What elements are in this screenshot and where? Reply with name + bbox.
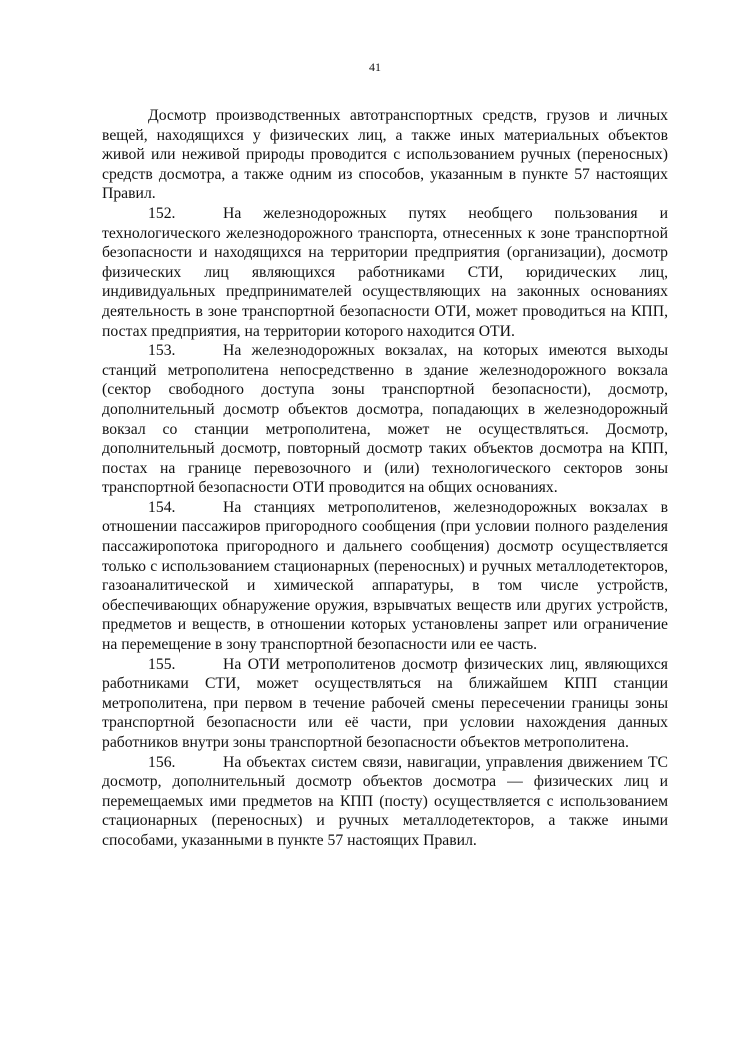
paragraph-text: Досмотр производственных автотранспортных средств, грузов и личных вещей, находящихся у физических лиц, а также иных материальных объектов живой или неживой природы проводится с использованием ручных (переносных) средств досмотра, а также одним из способов, указанным в пункте 57 настоящих Правил.	[102, 107, 668, 203]
paragraph-152	[102, 204, 668, 341]
paragraph-text: На железнодорожных вокзалах, на которых имеются выходы станций метрополитена непосредственно в здание железнодорожного вокзала (сектор свободного доступа зоны транспортной безопасности), досмотр, дополнительный досмотр объектов досмотра, попадающих в железнодорожный вокзал со станции метрополитена, может не осуществляться. Досмотр, дополнительный досмотр, повторный досмотр таких объектов досмотра на КПП, постах на границе перевозочного и (или) технологического секторов зоны транспортной безопасности ОТИ проводится на общих основаниях.	[102, 342, 668, 497]
document-body	[102, 106, 668, 851]
paragraph-156	[102, 753, 668, 851]
paragraph-text: На ОТИ метрополитенов досмотр физических лиц, являющихся работниками СТИ, может осуществляться на ближайшем КПП станции метрополитена, при первом в течение рабочей смены пересечении границы зоны транспортной безопасности или её части, при условии нахождения данных работников внутри зоны транспортной безопасности объектов метрополитена.	[102, 655, 668, 751]
paragraph-155	[102, 655, 668, 753]
paragraph-text: На железнодорожных путях необщего пользования и технологического железнодорожного транспорта, отнесенных к зоне транспортной безопасности и находящихся на территории предприятия (организации), досмотр физических лиц являющихся работниками СТИ, юридических лиц, индивидуальных предпринимателей осуществляющих на законных основаниях деятельность в зоне транспортной безопасности ОТИ, может проводиться на КПП, постах предприятия, на территории которого находится ОТИ.	[102, 204, 668, 340]
paragraph-number: 156.	[148, 753, 176, 771]
paragraph-text: На станциях метрополитенов, железнодорожных вокзалах в отношении пассажиров пригородного сообщения (при условии полного разделения пассажиропотока пригородного и дальнего сообщения) досмотр осуществляется только с использованием стационарных (переносных) и ручных металлодетекторов, газоаналитической и химической аппаратуры, в том числе устройств, обеспечивающих обнаружение оружия, взрывчатых веществ или других устройств, предметов и веществ, в отношении которых установлены запрет или ограничение на перемещение в зону транспортной безопасности или ее часть.	[102, 498, 668, 654]
paragraph-intro	[102, 106, 668, 204]
page-number: 41	[369, 60, 381, 74]
paragraph-number: 153.	[148, 342, 176, 360]
paragraph-154	[102, 498, 668, 655]
paragraph-number: 154.	[148, 498, 176, 516]
paragraph-text: На объектах систем связи, навигации, управления движением ТС досмотр, дополнительный досмотр объектов досмотра — физических лиц и перемещаемых ими предметов на КПП (посту) осуществляется с использованием стационарных (переносных) и ручных металлодетекторов, а также иными способами, указанными в пункте 57 настоящих Правил.	[102, 753, 668, 849]
paragraph-number: 152.	[148, 204, 176, 222]
paragraph-number: 155.	[148, 655, 176, 673]
paragraph-153	[102, 341, 668, 498]
